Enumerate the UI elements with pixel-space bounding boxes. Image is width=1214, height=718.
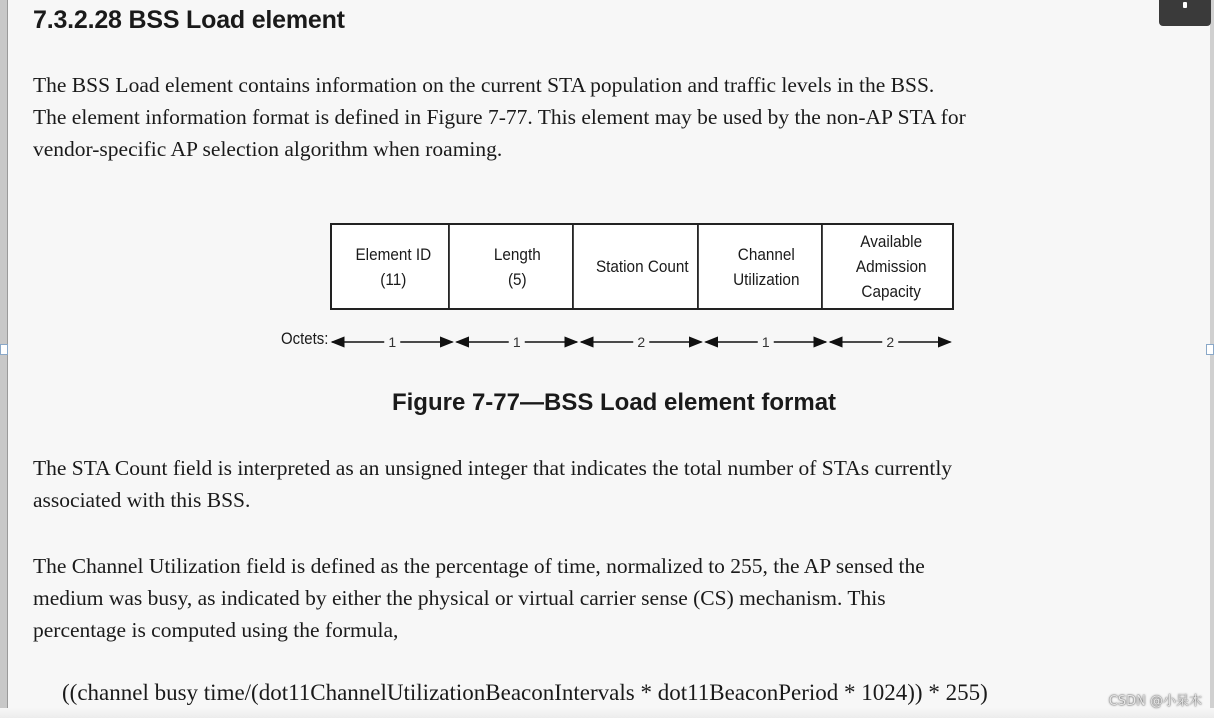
octet-arrows — [330, 330, 956, 354]
channel-utilization-paragraph — [33, 550, 1193, 646]
text-line: associated with this BSS. — [33, 488, 251, 512]
field-label: Channel — [738, 244, 796, 264]
text-line: The STA Count field is interpreted as an unsigned integer that indicates the total number of STAs currently — [33, 456, 953, 480]
field-channel-utilization — [711, 225, 823, 308]
octet-count: 1 — [388, 334, 397, 350]
window-right-border — [1210, 0, 1214, 718]
text-line: medium was busy, as indicated by either the physical or virtual carrier sense (CS) mechanism. This — [33, 586, 886, 610]
octet-count: 2 — [886, 334, 895, 350]
field-label: Admission — [855, 257, 927, 276]
bss-load-format-diagram — [330, 223, 954, 310]
text-line: The Channel Utilization field is defined as the percentage of time, normalized to 255, the AP sensed the — [33, 554, 925, 578]
field-label: Utilization — [733, 269, 800, 289]
corner-menu-button[interactable] — [1159, 0, 1211, 26]
resize-handle-left[interactable] — [0, 344, 8, 355]
resize-handle-right[interactable] — [1206, 344, 1214, 355]
field-station-count — [587, 225, 699, 308]
field-label: Element ID — [355, 244, 432, 264]
sta-count-paragraph — [33, 452, 1193, 516]
window-left-border — [0, 0, 8, 718]
text-line: vendor-specific AP selection algorithm when roaming. — [33, 137, 503, 161]
watermark: CSDN @小呆木 — [1108, 694, 1202, 709]
intro-paragraph — [33, 69, 1193, 165]
field-label: (5) — [508, 269, 528, 289]
field-element-id — [338, 225, 450, 308]
field-label: Length — [494, 244, 542, 264]
figure-caption: Figure 7-77—BSS Load element format — [391, 389, 837, 416]
cropped-next-line — [0, 708, 1214, 718]
field-label: (11) — [380, 269, 407, 289]
field-label: Station Count — [595, 257, 689, 276]
octet-count: 1 — [761, 334, 770, 350]
field-label: Available — [859, 232, 922, 251]
text-line: percentage is computed using the formula, — [33, 618, 399, 642]
field-available-admission-capacity — [836, 225, 946, 308]
octet-count: 1 — [512, 334, 521, 350]
octet-count: 2 — [637, 334, 646, 350]
formula: ((channel busy time/(dot11ChannelUtilizationBeaconIntervals * dot11BeaconPeriod * 1024)) * 255) — [62, 680, 988, 705]
field-length — [463, 225, 575, 308]
octets-label: Octets: — [281, 329, 329, 348]
menu-dot-icon — [1183, 2, 1187, 8]
text-line: The BSS Load element contains information on the current STA population and traffic levels in the BSS. — [33, 73, 935, 97]
field-label: Capacity — [861, 282, 921, 301]
section-heading: 7.3.2.28 BSS Load element — [33, 6, 345, 34]
text-line: The element information format is defined in Figure 7-77. This element may be used by the non-AP STA for — [33, 105, 966, 129]
